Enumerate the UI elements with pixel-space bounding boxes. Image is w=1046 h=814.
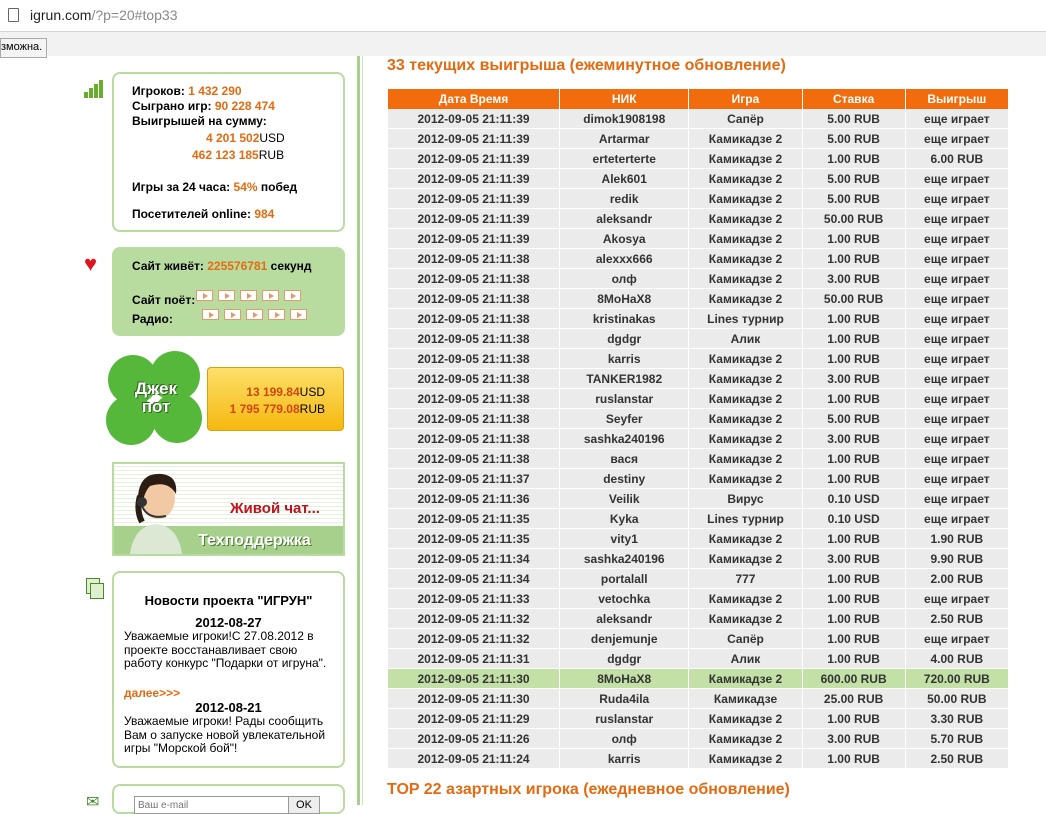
cell-game: Камикадзе 2 <box>689 349 802 369</box>
cell-win: еще играет <box>905 269 1008 289</box>
cell-nickname[interactable]: ruslanstar <box>560 709 689 729</box>
cell-bet: 1.00 RUB <box>802 709 905 729</box>
table-row <box>388 369 1009 389</box>
cell-datetime: 2012-09-05 21:11:39 <box>388 129 560 149</box>
table-row <box>388 209 1009 229</box>
day-games-row: Игры за 24 часа: 54% побед <box>132 180 298 194</box>
cell-nickname[interactable]: portalall <box>560 569 689 589</box>
page-icon <box>8 8 19 22</box>
cell-game: Камикадзе 2 <box>689 369 802 389</box>
cell-bet: 1.00 RUB <box>802 329 905 349</box>
cell-bet: 5.00 RUB <box>802 109 905 129</box>
table-row <box>388 389 1009 409</box>
cell-win: 4.00 RUB <box>905 649 1008 669</box>
cell-nickname[interactable]: 8MoHaX8 <box>560 289 689 309</box>
cell-bet: 0.10 USD <box>802 509 905 529</box>
cell-game: Камикадзе 2 <box>689 169 802 189</box>
cell-nickname[interactable]: vetochka <box>560 589 689 609</box>
cell-win: еще играет <box>905 169 1008 189</box>
cell-bet: 1.00 RUB <box>802 469 905 489</box>
cell-datetime: 2012-09-05 21:11:39 <box>388 189 560 209</box>
cell-datetime: 2012-09-05 21:11:38 <box>388 309 560 329</box>
cell-win: еще играет <box>905 229 1008 249</box>
cell-win: еще играет <box>905 209 1008 229</box>
table-row <box>388 729 1009 749</box>
play-button[interactable] <box>284 290 301 301</box>
cell-nickname[interactable]: 8MoHaX8 <box>560 669 689 689</box>
cell-nickname[interactable]: Akosya <box>560 229 689 249</box>
cell-datetime: 2012-09-05 21:11:30 <box>388 669 560 689</box>
cell-datetime: 2012-09-05 21:11:29 <box>388 709 560 729</box>
cell-datetime: 2012-09-05 21:11:38 <box>388 369 560 389</box>
sings-label: Сайт поёт: <box>132 293 196 307</box>
wins-table <box>388 89 1009 769</box>
cell-nickname[interactable]: erteterterte <box>560 149 689 169</box>
cell-game: Камикадзе 2 <box>689 249 802 269</box>
cell-game: Камикадзе 2 <box>689 729 802 749</box>
table-row <box>388 309 1009 329</box>
table-row <box>388 269 1009 289</box>
cell-win: 2.00 RUB <box>905 569 1008 589</box>
cell-game: Камикадзе 2 <box>689 149 802 169</box>
cell-datetime: 2012-09-05 21:11:38 <box>388 349 560 369</box>
cell-bet: 600.00 RUB <box>802 669 905 689</box>
radio-play-button[interactable] <box>246 309 263 320</box>
cell-bet: 25.00 RUB <box>802 689 905 709</box>
cell-nickname[interactable]: Kyka <box>560 509 689 529</box>
cell-game: Алик <box>689 329 802 349</box>
table-row <box>388 329 1009 349</box>
jackpot-panel[interactable] <box>207 367 344 431</box>
mail-icon: ✉ <box>86 794 100 811</box>
cell-win: 5.70 RUB <box>905 729 1008 749</box>
cell-game: Камикадзе 2 <box>689 669 802 689</box>
current-wins-title: 33 текущих выигрыша (ежеминутное обновление) <box>387 57 786 74</box>
table-row <box>388 289 1009 309</box>
stats-panel <box>112 72 345 232</box>
subscribe-panel <box>112 784 345 814</box>
cell-bet: 1.00 RUB <box>802 309 905 329</box>
table-row <box>388 429 1009 449</box>
cell-bet: 1.00 RUB <box>802 649 905 669</box>
cell-game: Сапёр <box>689 629 802 649</box>
cell-game: Камикадзе 2 <box>689 469 802 489</box>
radio-label: Радио: <box>132 312 173 326</box>
cell-game: Камикадзе 2 <box>689 229 802 249</box>
cell-datetime: 2012-09-05 21:11:35 <box>388 509 560 529</box>
cell-datetime: 2012-09-05 21:11:34 <box>388 549 560 569</box>
top-players-title: TOP 22 азартных игрока (ежедневное обновление) <box>387 781 790 798</box>
cell-datetime: 2012-09-05 21:11:38 <box>388 249 560 269</box>
cell-datetime: 2012-09-05 21:11:26 <box>388 729 560 749</box>
cell-datetime: 2012-09-05 21:11:38 <box>388 289 560 309</box>
table-header <box>388 89 1009 109</box>
cell-datetime: 2012-09-05 21:11:38 <box>388 409 560 429</box>
cell-bet: 5.00 RUB <box>802 189 905 209</box>
cell-bet: 3.00 RUB <box>802 429 905 449</box>
cell-win: еще играет <box>905 469 1008 489</box>
cell-win: еще играет <box>905 629 1008 649</box>
cell-game: Камикадзе 2 <box>689 129 802 149</box>
url-host: igrun.com <box>30 7 92 23</box>
news-icon <box>86 578 104 598</box>
table-row <box>388 709 1009 729</box>
column-divider-light <box>362 56 363 805</box>
table-row <box>388 669 1009 689</box>
cell-nickname[interactable]: dgdgr <box>560 649 689 669</box>
cell-nickname[interactable]: олф <box>560 269 689 289</box>
cell-datetime: 2012-09-05 21:11:32 <box>388 609 560 629</box>
cell-game: Камикадзе 2 <box>689 589 802 609</box>
cell-game: Камикадзе 2 <box>689 209 802 229</box>
cell-bet: 3.00 RUB <box>802 729 905 749</box>
cell-nickname[interactable]: redik <box>560 189 689 209</box>
alive-row: Сайт живёт: 225576781 секунд <box>132 259 312 273</box>
cell-bet: 50.00 RUB <box>802 209 905 229</box>
cell-win: еще играет <box>905 109 1008 129</box>
cell-bet: 1.00 RUB <box>802 389 905 409</box>
cell-nickname[interactable]: Seyfer <box>560 409 689 429</box>
cell-game: Камикадзе 2 <box>689 389 802 409</box>
players-count: 1 432 290 <box>188 84 242 98</box>
cell-game: Сапёр <box>689 109 802 129</box>
cell-win: 1.90 RUB <box>905 529 1008 549</box>
cell-win: еще играет <box>905 369 1008 389</box>
winnings-label: Выигрышей на сумму: <box>132 114 267 128</box>
cell-win: 3.30 RUB <box>905 709 1008 729</box>
cell-bet: 5.00 RUB <box>802 129 905 149</box>
column-header: Игра <box>689 89 802 109</box>
cell-datetime: 2012-09-05 21:11:31 <box>388 649 560 669</box>
cell-datetime: 2012-09-05 21:11:39 <box>388 149 560 169</box>
support-label: Техподдержка <box>198 532 311 549</box>
cell-game: Камикадзе 2 <box>689 429 802 449</box>
cell-game: Камикадзе 2 <box>689 609 802 629</box>
notice-tooltip: зможна. <box>0 38 47 58</box>
cell-bet: 1.00 RUB <box>802 529 905 549</box>
play-button[interactable] <box>262 290 279 301</box>
cell-nickname[interactable]: sashka240196 <box>560 429 689 449</box>
cell-win: 2.50 RUB <box>905 749 1008 769</box>
column-header: Дата Время <box>388 89 560 109</box>
radio-buttons <box>202 309 307 320</box>
email-field[interactable] <box>134 796 292 814</box>
table-row <box>388 409 1009 429</box>
cell-nickname[interactable]: destiny <box>560 469 689 489</box>
cell-win: еще играет <box>905 409 1008 429</box>
jackpot-title[interactable]: Джек пот <box>135 379 177 416</box>
cell-bet: 3.00 RUB <box>802 269 905 289</box>
games-row: Сыграно игр: 90 228 474 <box>132 99 275 113</box>
news-text: Уважаемые игроки! Рады сообщить Вам о запуске новой увлекательной игры "Морской бой"! <box>124 714 326 755</box>
news-date: 2012-08-21 <box>195 700 262 715</box>
cell-nickname[interactable]: dimok1908198 <box>560 109 689 129</box>
cell-win: 50.00 RUB <box>905 689 1008 709</box>
table-row <box>388 469 1009 489</box>
stats-bars-icon <box>84 80 108 98</box>
music-player-buttons <box>196 290 301 301</box>
table-row <box>388 569 1009 589</box>
cell-win: еще играет <box>905 489 1008 509</box>
cell-nickname[interactable]: karris <box>560 749 689 769</box>
cell-nickname[interactable]: TANKER1982 <box>560 369 689 389</box>
cell-bet: 5.00 RUB <box>802 169 905 189</box>
play-button[interactable] <box>218 290 235 301</box>
cell-win: еще играет <box>905 589 1008 609</box>
cell-bet: 3.00 RUB <box>802 549 905 569</box>
cell-nickname[interactable]: Alek601 <box>560 169 689 189</box>
cell-nickname[interactable]: Veilik <box>560 489 689 509</box>
cell-nickname[interactable]: kristinakas <box>560 309 689 329</box>
cell-game: 777 <box>689 569 802 589</box>
cell-bet: 1.00 RUB <box>802 149 905 169</box>
cell-nickname[interactable]: Artarmar <box>560 129 689 149</box>
cell-game: Камикадзе 2 <box>689 449 802 469</box>
live-chat-banner[interactable] <box>112 462 345 556</box>
chat-title: Живой чат... <box>230 500 320 517</box>
subscribe-button[interactable]: OK <box>288 796 320 814</box>
cell-game: Камикадзе 2 <box>689 749 802 769</box>
cell-game: Камикадзе 2 <box>689 549 802 569</box>
cell-game: Камикадзе 2 <box>689 529 802 549</box>
table-row <box>388 229 1009 249</box>
cell-win: еще играет <box>905 389 1008 409</box>
cell-datetime: 2012-09-05 21:11:38 <box>388 429 560 449</box>
cell-bet: 1.00 RUB <box>802 349 905 369</box>
cell-win: еще играет <box>905 309 1008 329</box>
cell-win: еще играет <box>905 349 1008 369</box>
cell-bet: 5.00 RUB <box>802 409 905 429</box>
column-header: НИК <box>560 89 689 109</box>
cell-game: Камикадзе <box>689 689 802 709</box>
table-row <box>388 129 1009 149</box>
jackpot-usd: 13 199.84USD <box>246 385 325 399</box>
cell-game: Камикадзе 2 <box>689 409 802 429</box>
url-path: /?p=20#top33 <box>91 7 178 23</box>
cell-datetime: 2012-09-05 21:11:34 <box>388 569 560 589</box>
cell-game: Камикадзе 2 <box>689 189 802 209</box>
cell-nickname[interactable]: Ruda4ila <box>560 689 689 709</box>
cell-win: еще играет <box>905 289 1008 309</box>
table-row <box>388 489 1009 509</box>
cell-bet: 1.00 RUB <box>802 629 905 649</box>
cell-bet: 1.00 RUB <box>802 449 905 469</box>
jackpot-rub: 1 795 779.08RUB <box>229 402 325 416</box>
play-button[interactable] <box>196 290 213 301</box>
cell-bet: 1.00 RUB <box>802 569 905 589</box>
cell-datetime: 2012-09-05 21:11:37 <box>388 469 560 489</box>
cell-bet: 1.00 RUB <box>802 609 905 629</box>
cell-nickname[interactable]: ruslanstar <box>560 389 689 409</box>
cell-bet: 1.00 RUB <box>802 249 905 269</box>
online-count: 984 <box>254 207 275 221</box>
cell-nickname[interactable]: alexxx666 <box>560 249 689 269</box>
cell-datetime: 2012-09-05 21:11:38 <box>388 329 560 349</box>
cell-nickname[interactable]: vity1 <box>560 529 689 549</box>
cell-bet: 1.00 RUB <box>802 749 905 769</box>
site-alive-panel <box>112 247 345 336</box>
cell-game: Камикадзе 2 <box>689 269 802 289</box>
table-row <box>388 529 1009 549</box>
table-row <box>388 449 1009 469</box>
cell-nickname[interactable]: denjemunje <box>560 629 689 649</box>
table-row <box>388 509 1009 529</box>
cell-bet: 1.00 RUB <box>802 229 905 249</box>
news-date: 2012-08-27 <box>195 615 262 630</box>
table-row <box>388 249 1009 269</box>
cell-datetime: 2012-09-05 21:11:39 <box>388 109 560 129</box>
cell-datetime: 2012-09-05 21:11:33 <box>388 589 560 609</box>
table-row <box>388 609 1009 629</box>
cell-win: еще играет <box>905 509 1008 529</box>
table-row <box>388 189 1009 209</box>
cell-datetime: 2012-09-05 21:11:39 <box>388 169 560 189</box>
table-row <box>388 549 1009 569</box>
online-row: Посетителей online: 984 <box>132 207 275 221</box>
cell-nickname[interactable]: олф <box>560 729 689 749</box>
cell-datetime: 2012-09-05 21:11:30 <box>388 689 560 709</box>
news-title: Новости проекта "ИГРУН" <box>144 593 313 608</box>
cell-bet: 1.00 RUB <box>802 589 905 609</box>
cell-bet: 0.10 USD <box>802 489 905 509</box>
games-count: 90 228 474 <box>214 99 275 113</box>
cell-game: Lines турнир <box>689 509 802 529</box>
cell-win: 6.00 RUB <box>905 149 1008 169</box>
news-panel <box>112 571 345 768</box>
cell-datetime: 2012-09-05 21:11:38 <box>388 269 560 289</box>
radio-play-button[interactable] <box>290 309 307 320</box>
cell-game: Lines турнир <box>689 309 802 329</box>
page-top-strip <box>0 32 1046 56</box>
news-text: Уважаемые игроки!С 27.08.2012 в проекте восстанавливает свою работу конкурс "Подарки от игруна". <box>124 629 327 670</box>
table-row <box>388 689 1009 709</box>
winnings-usd: 4 201 502USD <box>206 131 285 145</box>
table-row <box>388 749 1009 769</box>
cell-bet: 50.00 RUB <box>802 289 905 309</box>
play-button[interactable] <box>240 290 257 301</box>
news-more-link[interactable]: далее>>> <box>124 686 181 700</box>
winnings-rub: 462 123 185RUB <box>192 148 285 162</box>
cell-nickname[interactable]: aleksandr <box>560 209 689 229</box>
table-row <box>388 589 1009 609</box>
cell-datetime: 2012-09-05 21:11:32 <box>388 629 560 649</box>
cell-datetime: 2012-09-05 21:11:39 <box>388 209 560 229</box>
cell-datetime: 2012-09-05 21:11:38 <box>388 389 560 409</box>
column-header: Выигрыш <box>905 89 1008 109</box>
radio-play-button[interactable] <box>268 309 285 320</box>
cell-game: Вирус <box>689 489 802 509</box>
table-row <box>388 169 1009 189</box>
column-header: Ставка <box>802 89 905 109</box>
cell-datetime: 2012-09-05 21:11:24 <box>388 749 560 769</box>
cell-win: 2.50 RUB <box>905 609 1008 629</box>
cell-nickname[interactable]: вася <box>560 449 689 469</box>
cell-datetime: 2012-09-05 21:11:36 <box>388 489 560 509</box>
table-row <box>388 109 1009 129</box>
radio-play-button[interactable] <box>202 309 219 320</box>
cell-nickname[interactable]: sashka240196 <box>560 549 689 569</box>
support-operator-icon <box>120 466 192 554</box>
cell-game: Камикадзе 2 <box>689 289 802 309</box>
cell-game: Алик <box>689 649 802 669</box>
cell-win: 720.00 RUB <box>905 669 1008 689</box>
cell-win: еще играет <box>905 189 1008 209</box>
cell-bet: 3.00 RUB <box>802 369 905 389</box>
table-row <box>388 349 1009 369</box>
cell-win: еще играет <box>905 429 1008 449</box>
heart-icon: ♥ <box>84 251 98 276</box>
table-row <box>388 629 1009 649</box>
cell-win: еще играет <box>905 129 1008 149</box>
radio-play-button[interactable] <box>224 309 241 320</box>
cell-nickname[interactable]: karris <box>560 349 689 369</box>
url-text[interactable] <box>30 7 178 23</box>
cell-datetime: 2012-09-05 21:11:35 <box>388 529 560 549</box>
cell-win: еще играет <box>905 449 1008 469</box>
cell-game: Камикадзе 2 <box>689 709 802 729</box>
table-row <box>388 649 1009 669</box>
players-row: Игроков: 1 432 290 <box>132 84 242 98</box>
cell-win: еще играет <box>905 249 1008 269</box>
column-divider <box>357 56 360 805</box>
cell-datetime: 2012-09-05 21:11:39 <box>388 229 560 249</box>
table-row <box>388 149 1009 169</box>
cell-datetime: 2012-09-05 21:11:38 <box>388 449 560 469</box>
cell-nickname[interactable]: dgdgr <box>560 329 689 349</box>
cell-nickname[interactable]: aleksandr <box>560 609 689 629</box>
cell-win: еще играет <box>905 329 1008 349</box>
address-bar[interactable] <box>0 0 1046 32</box>
cell-win: 9.90 RUB <box>905 549 1008 569</box>
